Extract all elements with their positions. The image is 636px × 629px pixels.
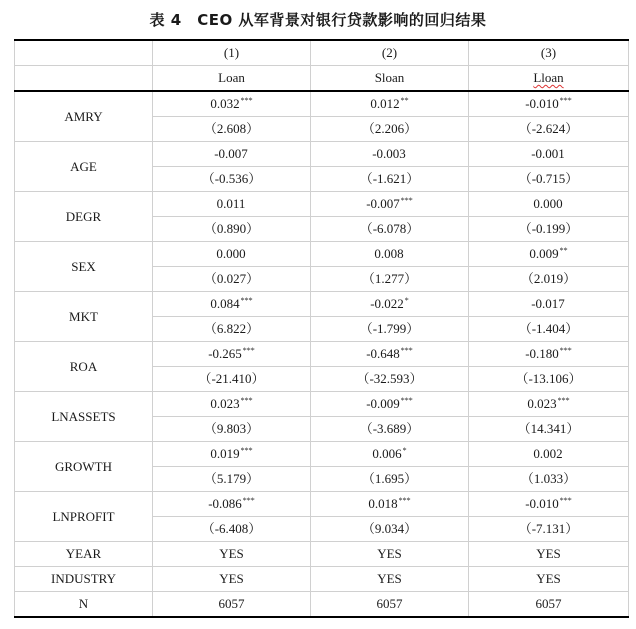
footer-value: YES: [153, 567, 311, 592]
variable-name: DEGR: [15, 192, 153, 242]
header-blank-cell: [15, 40, 153, 66]
column-number: (2): [311, 40, 469, 66]
coefficient-cell: [311, 242, 469, 267]
significance-stars: ***: [240, 396, 253, 405]
coef-row: [15, 342, 629, 367]
significance-stars: ***: [400, 196, 413, 205]
significance-stars: ***: [242, 496, 255, 505]
coef-row: [15, 292, 629, 317]
coefficient-cell: [469, 392, 629, 417]
footer-row: [15, 592, 629, 618]
coef-row: [15, 492, 629, 517]
coefficient-value: 0.023: [527, 396, 557, 411]
footer-value: 6057: [153, 592, 311, 618]
coefficient-cell: [153, 492, 311, 517]
coefficient-value: -0.001: [531, 146, 565, 161]
footer-value: YES: [153, 542, 311, 567]
footer-value: YES: [311, 567, 469, 592]
significance-stars: ***: [557, 396, 570, 405]
footer-value: YES: [469, 567, 629, 592]
t-statistic: （-1.404）: [469, 317, 629, 342]
coefficient-value: 0.032: [210, 96, 240, 111]
coefficient-value: -0.648: [366, 346, 400, 361]
significance-stars: **: [559, 246, 568, 255]
coefficient-cell: [153, 192, 311, 217]
variable-name: N: [15, 592, 153, 618]
coefficient-cell: [469, 292, 629, 317]
coefficient-value: 0.002: [533, 446, 563, 461]
t-statistic: （-3.689）: [311, 417, 469, 442]
significance-stars: *: [404, 296, 409, 305]
column-label-text: Sloan: [374, 70, 405, 85]
coefficient-cell: [311, 492, 469, 517]
regression-table: [14, 39, 629, 618]
coef-row: [15, 91, 629, 117]
coefficient-value: 0.009: [529, 246, 559, 261]
coefficient-cell: [153, 142, 311, 167]
coef-row: [15, 142, 629, 167]
coefficient-value: -0.010: [525, 96, 559, 111]
t-statistic: （14.341）: [469, 417, 629, 442]
significance-stars: **: [400, 96, 409, 105]
footer-value: 6057: [311, 592, 469, 618]
significance-stars: ***: [559, 96, 572, 105]
column-label: [153, 66, 311, 92]
t-statistic: （-0.199）: [469, 217, 629, 242]
coefficient-cell: [311, 342, 469, 367]
coefficient-value: 0.018: [368, 496, 398, 511]
header-label-row: [15, 66, 629, 92]
coefficient-value: 0.012: [370, 96, 400, 111]
coefficient-value: -0.180: [525, 346, 559, 361]
coefficient-value: -0.009: [366, 396, 400, 411]
t-statistic: （9.034）: [311, 517, 469, 542]
variable-name: MKT: [15, 292, 153, 342]
footer-row: [15, 542, 629, 567]
coefficient-value: 0.019: [210, 446, 240, 461]
coefficient-value: -0.022: [370, 296, 404, 311]
significance-stars: ***: [398, 496, 411, 505]
variable-name: AMRY: [15, 91, 153, 142]
coefficient-value: -0.007: [366, 196, 400, 211]
coefficient-value: 0.000: [216, 246, 246, 261]
variable-name: YEAR: [15, 542, 153, 567]
significance-stars: ***: [240, 96, 253, 105]
coefficient-cell: [153, 342, 311, 367]
t-statistic: （0.027）: [153, 267, 311, 292]
t-statistic: （-7.131）: [469, 517, 629, 542]
variable-name: SEX: [15, 242, 153, 292]
coefficient-cell: [311, 192, 469, 217]
coefficient-value: -0.017: [531, 296, 565, 311]
variable-name: GROWTH: [15, 442, 153, 492]
t-statistic: （0.890）: [153, 217, 311, 242]
t-statistic: （1.695）: [311, 467, 469, 492]
t-statistic: （2.206）: [311, 117, 469, 142]
coefficient-cell: [469, 91, 629, 117]
t-statistic: （-32.593）: [311, 367, 469, 392]
significance-stars: ***: [559, 346, 572, 355]
t-statistic: （1.277）: [311, 267, 469, 292]
coefficient-value: 0.000: [533, 196, 563, 211]
t-statistic: （1.033）: [469, 467, 629, 492]
coefficient-cell: [469, 192, 629, 217]
t-statistic: （-13.106）: [469, 367, 629, 392]
variable-name: AGE: [15, 142, 153, 192]
t-statistic: （-0.536）: [153, 167, 311, 192]
significance-stars: ***: [242, 346, 255, 355]
coefficient-cell: [311, 292, 469, 317]
significance-stars: ***: [240, 446, 253, 455]
t-statistic: （-1.799）: [311, 317, 469, 342]
t-statistic: （2.608）: [153, 117, 311, 142]
coefficient-cell: [311, 91, 469, 117]
t-statistic: （5.179）: [153, 467, 311, 492]
variable-name: ROA: [15, 342, 153, 392]
t-statistic: （-0.715）: [469, 167, 629, 192]
significance-stars: *: [402, 446, 407, 455]
coefficient-cell: [153, 91, 311, 117]
coefficient-value: -0.086: [208, 496, 242, 511]
column-label-text: Loan: [218, 70, 245, 85]
t-statistic: （6.822）: [153, 317, 311, 342]
t-statistic: （9.803）: [153, 417, 311, 442]
coefficient-cell: [311, 442, 469, 467]
coefficient-value: -0.010: [525, 496, 559, 511]
variable-name: LNASSETS: [15, 392, 153, 442]
coefficient-cell: [469, 342, 629, 367]
t-statistic: （-1.621）: [311, 167, 469, 192]
coefficient-cell: [469, 492, 629, 517]
significance-stars: ***: [559, 496, 572, 505]
coefficient-value: -0.265: [208, 346, 242, 361]
coefficient-value: 0.011: [216, 196, 246, 211]
variable-name: LNPROFIT: [15, 492, 153, 542]
variable-name: INDUSTRY: [15, 567, 153, 592]
coefficient-cell: [469, 142, 629, 167]
coef-row: [15, 442, 629, 467]
coefficient-cell: [153, 242, 311, 267]
column-label-text: Lloan: [533, 70, 564, 85]
header-number-row: [15, 40, 629, 66]
footer-value: 6057: [469, 592, 629, 618]
table-title: 表 4 CEO 从军背景对银行贷款影响的回归结果: [149, 11, 487, 29]
coefficient-cell: [311, 142, 469, 167]
t-statistic: （-21.410）: [153, 367, 311, 392]
coefficient-value: 0.006: [372, 446, 402, 461]
footer-row: [15, 567, 629, 592]
significance-stars: ***: [400, 396, 413, 405]
t-statistic: （-6.078）: [311, 217, 469, 242]
column-number: (3): [469, 40, 629, 66]
column-label: [311, 66, 469, 92]
coefficient-value: -0.003: [372, 146, 406, 161]
header-blank-cell: [15, 66, 153, 92]
coef-row: [15, 192, 629, 217]
coefficient-value: -0.007: [214, 146, 248, 161]
coefficient-value: 0.023: [210, 396, 240, 411]
t-statistic: （-2.624）: [469, 117, 629, 142]
footer-value: YES: [311, 542, 469, 567]
coefficient-cell: [469, 242, 629, 267]
coefficient-cell: [153, 442, 311, 467]
column-number: (1): [153, 40, 311, 66]
coef-row: [15, 242, 629, 267]
coefficient-value: 0.084: [210, 296, 240, 311]
coefficient-value: 0.008: [374, 246, 404, 261]
coefficient-cell: [469, 442, 629, 467]
column-label: [469, 66, 629, 92]
coefficient-cell: [153, 392, 311, 417]
t-statistic: （2.019）: [469, 267, 629, 292]
significance-stars: ***: [240, 296, 253, 305]
significance-stars: ***: [400, 346, 413, 355]
coef-row: [15, 392, 629, 417]
coefficient-cell: [311, 392, 469, 417]
footer-value: YES: [469, 542, 629, 567]
coefficient-cell: [153, 292, 311, 317]
t-statistic: （-6.408）: [153, 517, 311, 542]
